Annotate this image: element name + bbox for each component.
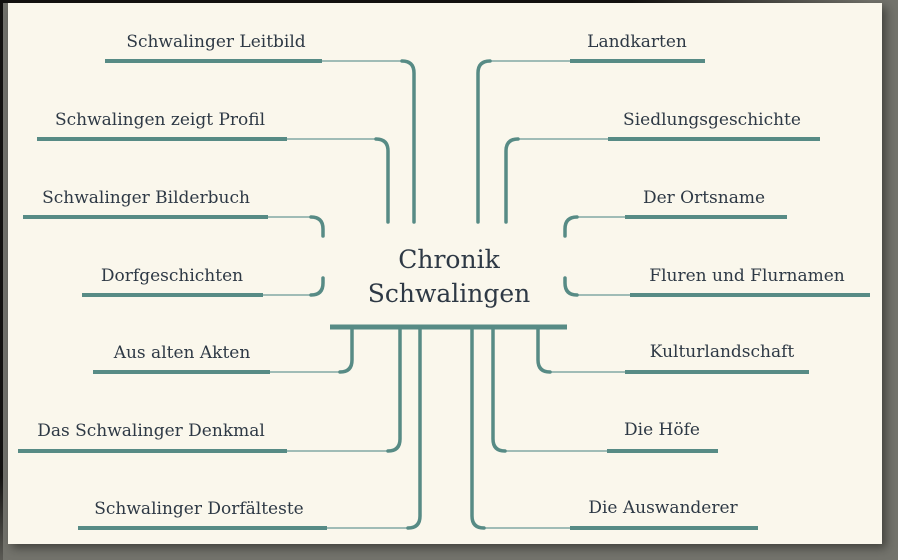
node-der-ortsname[interactable]: Der Ortsname xyxy=(642,188,766,208)
node-aus-alten-akten[interactable]: Aus alten Akten xyxy=(113,343,251,363)
node-die-auswanderer[interactable]: Die Auswanderer xyxy=(588,498,738,518)
node-schwalingen-zeigt-profil[interactable]: Schwalingen zeigt Profil xyxy=(54,110,266,130)
node-das-schwalinger-denkmal[interactable]: Das Schwalinger Denkmal xyxy=(37,421,265,441)
node-dorfgeschichten[interactable]: Dorfgeschichten xyxy=(100,266,244,286)
node-schwalinger-leitbild[interactable]: Schwalinger Leitbild xyxy=(126,32,306,52)
frame-top-edge xyxy=(0,0,898,3)
node-schwalinger-bilderbuch[interactable]: Schwalinger Bilderbuch xyxy=(42,188,250,208)
frame-left-edge xyxy=(0,0,3,560)
node-schwalinger-dorfaelteste[interactable]: Schwalinger Dorfälteste xyxy=(94,499,304,519)
node-central-chronik-schwalingen[interactable]: Chronik Schwalingen xyxy=(367,245,531,308)
node-die-hoefe[interactable]: Die Höfe xyxy=(624,420,700,440)
node-siedlungsgeschichte[interactable]: Siedlungsgeschichte xyxy=(623,110,801,130)
node-fluren-und-flurnamen[interactable]: Fluren und Flurnamen xyxy=(649,266,845,286)
node-landkarten[interactable]: Landkarten xyxy=(587,32,687,52)
node-kulturlandschaft[interactable]: Kulturlandschaft xyxy=(649,342,795,362)
